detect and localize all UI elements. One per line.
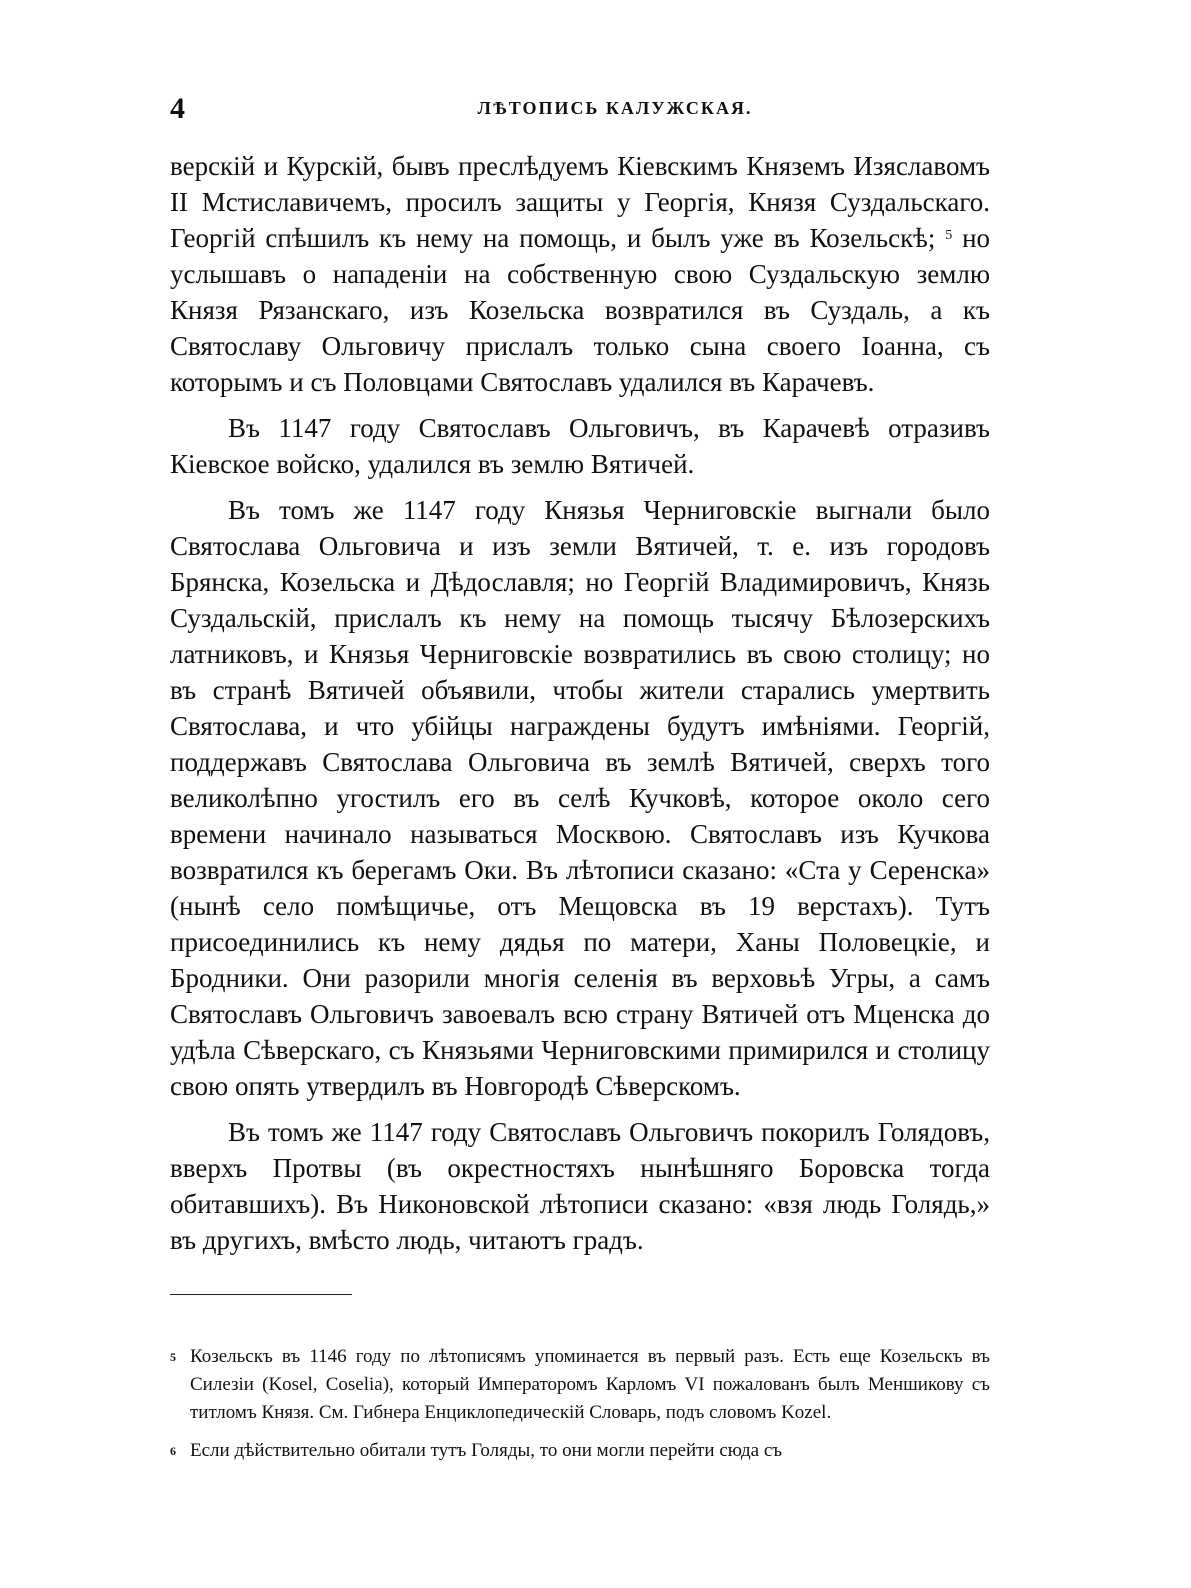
running-title: ЛѢТОПИСЬ КАЛУЖСКАЯ.	[477, 98, 753, 118]
footnotes	[170, 1343, 990, 1465]
paragraph-3: Въ томъ же 1147 году Князья Черниговскіе выгнали было Святослава Ольговича и изъ земли Вятичей, т. е. изъ городовъ Брянска, Козельска и Дѣдославля; но Георгій Владимировичъ, Князь Суздальскій, прислалъ къ нему на помощь тысячу Бѣлозерскихъ латниковъ, и Князья Черниговскіе возвратились въ свою столицу; но въ странѣ Вятичей объявили, чтобы жители старались умертвить Святослава, и что убійцы награждены будутъ имѣніями. Георгій, поддержавъ Святослава Ольговича въ землѣ Вятичей, сверхъ того великолѣпно угостилъ его въ селѣ Кучковѣ, которое около сего времени начинало называться Москвою. Святославъ изъ Кучкова возвратился къ берегамъ Оки. Въ лѣтописи сказано: «Ста у Серенска» (нынѣ село помѣщичье, отъ Мещовска въ 19 верстахъ). Тутъ присоединились къ нему дядья по матери, Ханы Половецкіе, и Бродники. Они разорили многія селенія въ верховьѣ Угры, а самъ Святославъ Ольговичъ завоевалъ всю страну Вятичей отъ Мценска до удѣла Сѣверскаго, съ Князьями Черниговскими примирился и столицу свою опять утвердилъ въ Новгородѣ Сѣверскомъ.	[170, 495, 990, 1101]
footnote-6	[170, 1437, 990, 1465]
footnote-text: Если дѣйствительно обитали тутъ Голяды, то они могли перейти сюда съ	[190, 1440, 783, 1461]
footnote-ref-5: 5	[945, 228, 953, 243]
paragraph-1	[170, 148, 990, 400]
paragraph-4: Въ томъ же 1147 году Святославъ Ольговичъ покорилъ Голядовъ, вверхъ Протвы (въ окрестностяхъ нынѣшняго Боровска тогда обитавшихъ). Въ Никоновской лѣтописи сказано: «взя людь Голядь,» въ другихъ, вмѣсто людь, читаютъ градъ.	[170, 1117, 990, 1255]
footnote-divider	[170, 1294, 352, 1295]
paragraph-1-part-b: но услышавъ о нападеніи на собственную свою Суздальскую землю Князя Рязанскаго, изъ Козельска возвратился въ Суздаль, а къ Святославу Ольговичу прислалъ только сына своего Іоанна, съ которымъ и съ Половцами Святославъ удалился въ Карачевъ.	[170, 223, 991, 397]
page-header	[170, 92, 990, 132]
main-text	[170, 148, 990, 1258]
book-page	[170, 92, 990, 1475]
footnote-5	[170, 1343, 990, 1427]
paragraph-2: Въ 1147 году Святославъ Ольговичъ, въ Карачевѣ отразивъ Кіевское войско, удалился въ землю Вятичей.	[170, 413, 990, 479]
footnote-mark: 6	[170, 1444, 176, 1458]
footnote-mark: 5	[170, 1350, 176, 1364]
page-number: 4	[170, 92, 185, 125]
footnote-text: Козельскъ въ 1146 году по лѣтописямъ упоминается въ первый разъ. Есть еще Козельскъ въ Силезіи (Kosel, Coselia), который Императоромъ Карломъ VI пожалованъ былъ Меншикову съ титломъ Князя. См. Гибнера Енциклопедическій Словарь, подъ словомъ Kozel.	[190, 1346, 990, 1423]
paragraph-1-part-a: верскій и Курскій, бывъ преслѣдуемъ Кіевскимъ Княземъ Изяславомъ II Мстиславичемъ, просилъ защиты у Георгія, Князя Суздальскаго. Георгій спѣшилъ къ нему на помощь, и былъ уже въ Козельскѣ;	[170, 151, 990, 253]
